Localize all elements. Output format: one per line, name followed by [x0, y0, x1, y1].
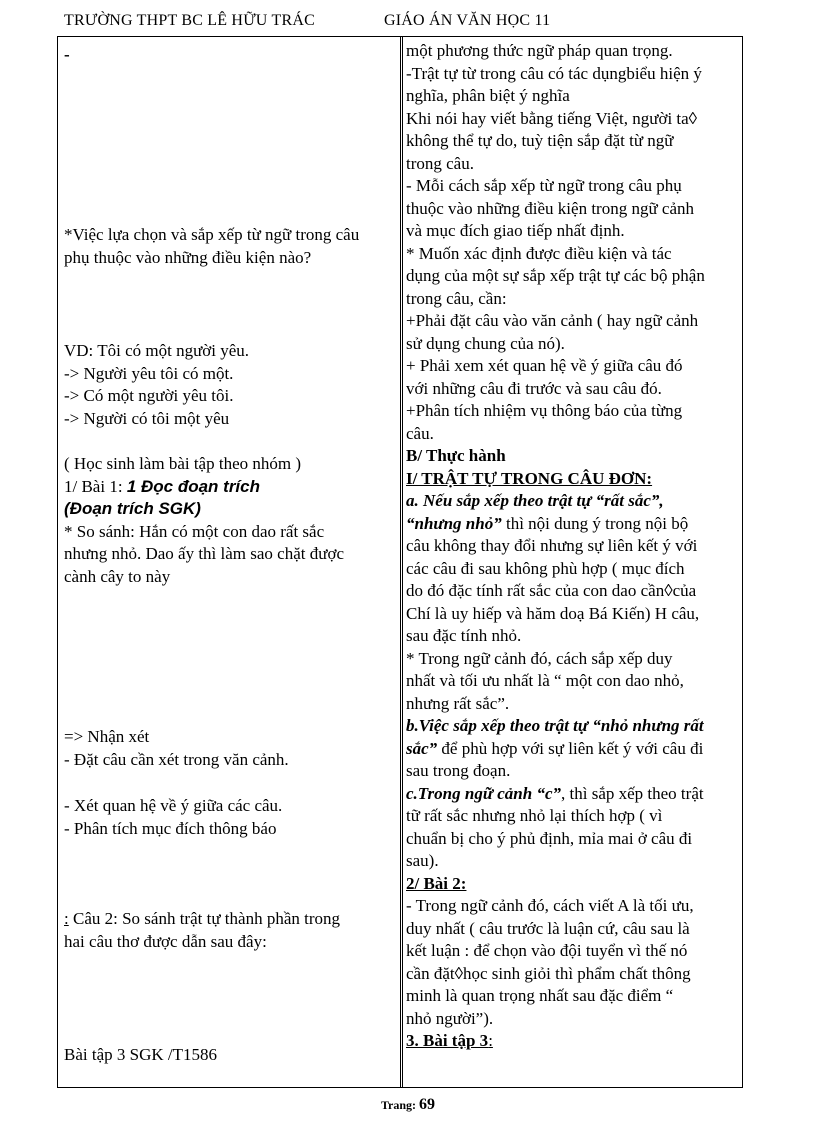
- question1-line1: *Việc lựa chọn và sắp xếp từ ngữ trong câu: [64, 225, 360, 244]
- r-line: - Trong ngữ cảnh đó, cách viết A là tối ưu,: [406, 896, 694, 915]
- page-number: 69: [419, 1096, 436, 1113]
- r-line: nghĩa, phân biệt ý nghĩa: [406, 86, 570, 105]
- example-title: VD: Tôi có một người yêu.: [64, 341, 250, 360]
- r-line: do đó đặc tính rất sắc của con dao cần◊của: [406, 581, 697, 600]
- q2-text: Câu 2: So sánh trật tự thành phần trong: [68, 909, 340, 928]
- right-column: [406, 40, 738, 1053]
- r-line: với những câu đi trước và sau câu đó.: [406, 378, 662, 398]
- r-line: Chí là uy hiếp và hăm doạ Bá Kiến) H câu,: [406, 603, 700, 623]
- r-line: một phương thức ngữ pháp quan trọng.: [406, 41, 673, 60]
- r-line: Khi nói hay viết bằng tiếng Việt, người ta◊: [406, 108, 698, 128]
- a-rest2: thì nội dung ý trong nội bộ: [501, 513, 689, 533]
- section1-heading: I/ TRẬT TỰ TRONG CÂU ĐƠN:: [406, 468, 653, 488]
- r-line: và mục đích giao tiếp nhất định.: [406, 221, 625, 240]
- left-example: [64, 340, 394, 430]
- b-heading: b.Việc sắp xếp theo trật tự “nhỏ nhưng rất: [406, 716, 704, 735]
- b-rest2: để phù hợp với sự liên kết ý với câu đi: [437, 738, 704, 758]
- r-line: -Trật tự từ trong câu có tác dụngbiểu hiện ý: [406, 63, 702, 83]
- q2-colon: :: [64, 909, 69, 928]
- r-line: trong câu.: [406, 153, 474, 173]
- r-line: tữ rất sắc nhưng nhỏ lại thích hợp ( vì: [406, 806, 663, 825]
- left-exercise-3: [64, 1044, 394, 1067]
- r-line: câu.: [406, 423, 434, 443]
- r-line: câu không thay đổi nhưng sự liên kết ý với: [406, 536, 698, 555]
- ex1-sub: (Đoạn trích SGK): [64, 499, 201, 518]
- remark-1: - Đặt câu cần xét trong văn cảnh.: [64, 749, 289, 769]
- r-line: cần đặt◊học sinh giỏi thì phẩm chất thông: [406, 963, 691, 983]
- ex3-ref: Bài tập 3 SGK /T1586: [64, 1045, 217, 1064]
- r-line: nhất và tối ưu nhất là “ một con dao nhỏ,: [406, 671, 684, 690]
- compare-3: cành cây to này: [64, 566, 171, 586]
- page-footer: [0, 1096, 816, 1114]
- q2-line2: hai câu thơ được dẫn sau đây:: [64, 931, 267, 951]
- ex1-line: [64, 476, 394, 499]
- r-line: +Phải đặt câu vào văn cảnh ( hay ngữ cảnh: [406, 311, 699, 330]
- compare-1: * So sánh: Hắn có một con dao rất sắc: [64, 521, 325, 541]
- r-line: * Trong ngữ cảnh đó, cách sắp xếp duy: [406, 648, 673, 668]
- left-question-2: [64, 908, 394, 953]
- column-divider: [400, 36, 403, 1088]
- a-heading: a. Nếu sắp xếp theo trật tự “rất sắc”,: [406, 491, 664, 510]
- r-line: duy nhất ( câu trước là luận cứ, câu sau là: [406, 918, 690, 938]
- left-remarks: [64, 726, 394, 771]
- r-line: - Mỗi cách sắp xếp từ ngữ trong câu phụ: [406, 176, 682, 195]
- r-line: trong câu, cần:: [406, 288, 507, 308]
- header-school: TRƯỜNG THPT BC LÊ HỮU TRÁC: [64, 12, 315, 29]
- left-exercise-1: [64, 453, 394, 588]
- remark-2: - Xét quan hệ về ý giữa các câu.: [64, 796, 283, 815]
- question1-line2: phụ thuộc vào những điều kiện nào?: [64, 247, 312, 267]
- r-line: sử dụng chung của nó).: [406, 333, 565, 353]
- left-remarks-2: [64, 795, 394, 840]
- example-2: -> Có một người yêu tôi.: [64, 386, 234, 405]
- r-line: chuẩn bị cho ý phủ định, mỉa mai ở câu đi: [406, 828, 693, 848]
- r-line: nhưng rất sắc”.: [406, 693, 510, 713]
- a-line2: [406, 513, 738, 536]
- r-line: minh là quan trọng nhất sau đặc điểm “: [406, 986, 674, 1005]
- q2-line1: [64, 908, 394, 931]
- r-line: dụng của một sự sắp xếp trật tự các bộ phận: [406, 266, 705, 285]
- left-question-1: [64, 224, 394, 269]
- c-rest: , thì sắp xếp theo trật: [561, 783, 704, 803]
- group-work: ( Học sinh làm bài tập theo nhóm ): [64, 454, 302, 473]
- remark-3: - Phân tích mục đích thông báo: [64, 818, 277, 838]
- r-line: sau).: [406, 851, 439, 870]
- bai3-line: [406, 1030, 738, 1053]
- c-bold: c.Trong ngữ cảnh “c”: [406, 783, 562, 803]
- compare-2: nhưng nhỏ. Dao ấy thì làm sao chặt được: [64, 544, 344, 563]
- ex1-label: 1/ Bài 1:: [64, 476, 127, 496]
- r-line: +Phân tích nhiệm vụ thông báo của từng: [406, 401, 683, 420]
- r-line: sau trong đoạn.: [406, 761, 511, 780]
- example-1: -> Người yêu tôi có một.: [64, 363, 234, 383]
- footer-label: Trang:: [380, 1098, 420, 1112]
- r-line: + Phải xem xét quan hệ về ý giữa câu đó: [406, 356, 683, 375]
- example-3: -> Người có tôi một yêu: [64, 408, 230, 428]
- left-dash: [64, 44, 394, 67]
- ex1-read-passage: 1 Đọc đoạn trích: [126, 476, 260, 496]
- r-line: nhỏ người”).: [406, 1008, 494, 1028]
- r-line: sau đặc tính nhỏ.: [406, 626, 522, 645]
- r-line: kết luận : để chọn vào đội tuyển vì thế nó: [406, 941, 688, 960]
- a-bold2: “nhưng nhỏ”: [406, 513, 502, 533]
- r-line: * Muốn xác định được điều kiện và tác: [406, 243, 672, 263]
- r-line: các câu đi sau không phù hợp ( mục đích: [406, 558, 685, 578]
- bai2-heading: 2/ Bài 2:: [406, 873, 467, 893]
- bai3-colon: :: [488, 1031, 493, 1050]
- bai3-heading: 3. Bài tập 3: [406, 1031, 489, 1050]
- practice-heading: B/ Thực hành: [406, 446, 506, 465]
- b-line2: [406, 738, 738, 761]
- header-subject: GIÁO ÁN VĂN HỌC 11: [384, 12, 551, 29]
- r-line: thuộc vào những điều kiện trong ngữ cảnh: [406, 198, 695, 218]
- c-line1: [406, 783, 738, 806]
- dash-mark: -: [64, 45, 70, 64]
- r-line: không thể tự do, tuỳ tiện sắp đặt từ ngữ: [406, 131, 674, 150]
- remark-title: => Nhận xét: [64, 727, 150, 746]
- b-bold2: sắc”: [406, 738, 438, 758]
